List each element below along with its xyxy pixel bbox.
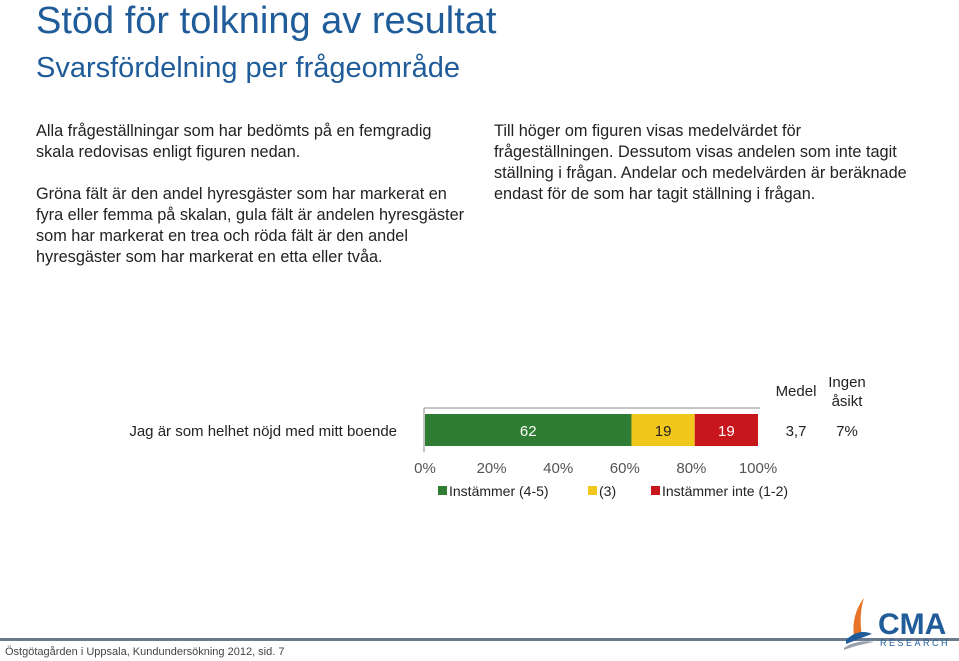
page-title: Stöd för tolkning av resultat xyxy=(36,0,497,42)
column-header-asikt: åsikt xyxy=(831,393,863,410)
cma-logo xyxy=(838,596,958,652)
cma-sail-icon xyxy=(844,598,874,650)
bar-data-label-2: 19 xyxy=(654,423,672,440)
legend-swatch-1 xyxy=(438,486,447,495)
legend-label-3: Instämmer inte (1-2) xyxy=(662,483,789,499)
x-tick-label: 40% xyxy=(543,460,574,477)
x-tick-label: 80% xyxy=(676,460,707,477)
footer-divider xyxy=(0,638,959,641)
legend-label-1: Instämmer (4-5) xyxy=(449,483,549,499)
column-header-medel: Medel xyxy=(775,383,817,400)
category-label: Jag är som helhet nöjd med mitt boende xyxy=(129,423,397,440)
column-header-ingen: Ingen xyxy=(828,374,866,391)
intro-paragraph-1: Alla frågeställningar som har bedömts på en femgradig skala redovisas enligt figuren nedan. xyxy=(36,122,432,161)
x-tick-label: 0% xyxy=(414,460,436,477)
intro-paragraph-3: Till höger om figuren visas medelvärdet för frågeställningen. Dessutom visas andelen som inte tagit ställning i frågan. Andelar och medelvärden är beräknade endast för de som har tagit ställning i frågan. xyxy=(494,122,907,203)
legend-label-2: (3) xyxy=(599,483,617,499)
x-tick-label: 100% xyxy=(738,460,778,477)
footer-text: Östgötagården i Uppsala, Kundundersökning 2012, sid. 7 xyxy=(5,646,285,658)
legend-swatch-3 xyxy=(651,486,660,495)
intro-paragraph-2: Gröna fält är den andel hyresgäster som har markerat en fyra eller femma på skalan, gula fält är andelen hyresgäster som har markerat en trea och röda fält är den andel hyresgäster som har markerat en etta eller tvåa. xyxy=(36,185,465,266)
logo-text-sub: RESEARCH xyxy=(880,638,951,648)
x-tick-label: 60% xyxy=(609,460,640,477)
bar-data-label-1: 62 xyxy=(519,423,537,440)
logo-text-main: CMA xyxy=(878,608,947,641)
legend-swatch-2 xyxy=(588,486,597,495)
medel-value: 3,7 xyxy=(785,423,807,440)
x-tick-label: 20% xyxy=(476,460,507,477)
ingen-asikt-value: 7% xyxy=(836,423,858,440)
page-subtitle: Svarsfördelning per frågeområde xyxy=(36,52,460,84)
bar-data-label-3: 19 xyxy=(718,423,735,440)
